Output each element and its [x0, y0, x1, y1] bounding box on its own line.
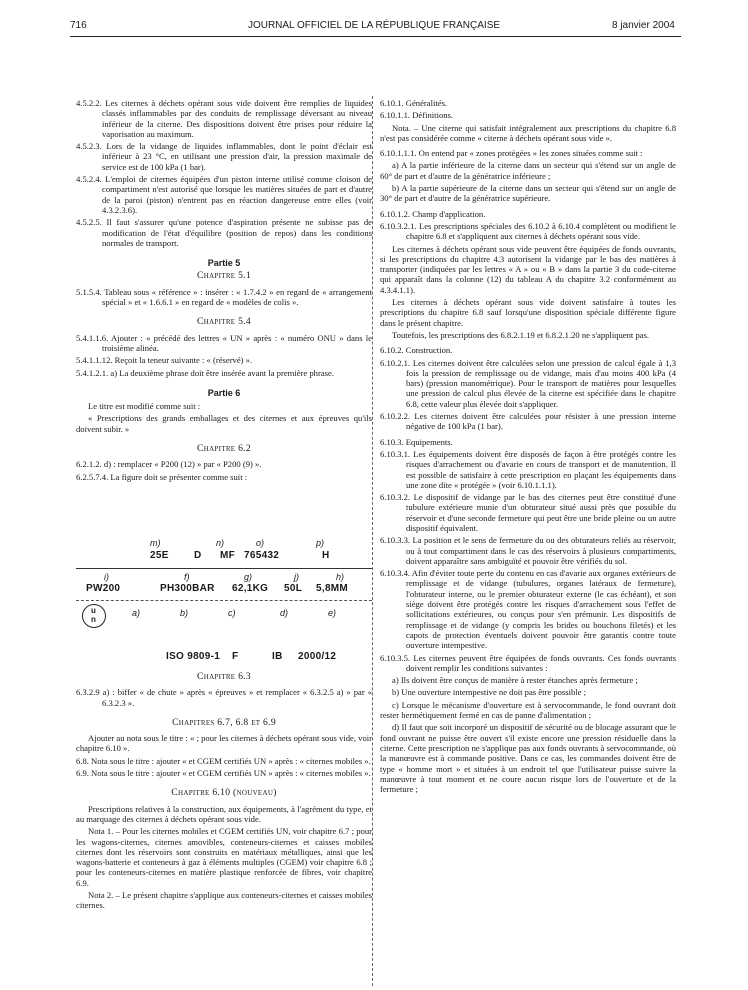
paragraph: 6.9. Nota sous le titre : ajouter « et CGEM certifiés UN » après : « citernes mobiles ». — [76, 768, 371, 779]
section-title: 6.10.1. Généralités. — [380, 98, 448, 108]
un-packaging-symbol — [82, 604, 106, 628]
figure-label: n) — [216, 538, 225, 548]
chapter-heading: Chapitre 5.1 — [197, 270, 251, 282]
paragraph: 6.10.3.5. Les citernes peuvent être équipées de fonds ouvrants. Ces fonds ouvrants doivent remplir les conditions suivantes : — [380, 652, 676, 673]
figure-label: o) — [256, 538, 265, 548]
paragraph: 6.8. Nota sous le titre : ajouter « et CGEM certifiés UN » après : « citernes mobiles ». — [76, 755, 371, 766]
figure-rule — [76, 568, 372, 569]
paragraph: Les citernes à déchets opérant sous vide peuvent être équipées de fonds ouvrants, si les prescriptions du chapitre 4.3 autorisent la vidange par le bas des matières à transporter (indiquées par les lettres « A » ou « B » dans la partie 3 du code-citerne qui apparaît dans la colonne (12) du tableau A du chapitre 3.2 conformément au 4.3.4.1.1). — [380, 243, 676, 295]
figure-value: 62,1KG — [232, 583, 269, 594]
figure-label: e) — [328, 608, 337, 618]
figure-value: PW200 — [86, 583, 121, 594]
paragraph: Prescriptions relatives à la construction, aux équipements, à l'agrément du type, et au marquage des citernes à déchets opérant sous vide. — [76, 803, 372, 824]
figure-label: b) — [180, 608, 189, 618]
paragraph: Les citernes à déchets opérant sous vide doivent satisfaire à toutes les prescriptions du chapitre 6.8 sauf lorsqu'une disposition spéciale différente figure dans le présent chapitre. — [380, 297, 676, 328]
paragraph: Ajouter au nota sous le titre : « ; pour les citernes à déchets opérant sous vide, voir chapitre 6.10 ». — [76, 733, 372, 754]
right-column — [380, 98, 676, 796]
chapter-heading: Chapitres 6.7, 6.8 et 6.9 — [172, 716, 276, 728]
figure-label: i) — [104, 572, 109, 582]
paragraph: Toutefois, les prescriptions des 6.8.2.1.19 et 6.8.2.1.20 ne s'appliquent pas. — [392, 329, 650, 340]
paragraph: 6.10.3.1. Les équipements doivent être disposés de façon à être protégés contre les risques d'arrachement ou d'avarie en cours de transport et de manutention. Il est possible de satisfaire à cette prescription en plaçant les équipements dans une zone dite « protégée » (voir 6.10.1.1.1). — [380, 448, 676, 490]
figure-value: D — [194, 550, 202, 561]
figure-value: IB — [272, 651, 283, 662]
figure-label: d) — [280, 608, 289, 618]
section-title: 6.10.1.2. Champ d'application. — [380, 208, 486, 219]
figure-rule — [76, 600, 372, 601]
section-title: 6.10.3. Equipements. — [380, 436, 453, 447]
chapter-heading: Chapitre 5.4 — [197, 316, 251, 328]
chapter-heading: Chapitre 6.3 — [197, 671, 251, 682]
section-title: 6.10.2. Construction. — [380, 345, 453, 356]
paragraph: 6.3.2.9 a) : biffer « de chute » après « épreuves » et remplacer « 6.3.2.5 a) » par « 6.3.2.3 ». — [76, 687, 372, 708]
column-separator — [372, 96, 373, 986]
paragraph: « Prescriptions des grands emballages et des citernes et aux épreuves qu'ils doivent subir. » — [76, 413, 372, 434]
page-number: 716 — [70, 20, 87, 31]
paragraph: c) Lorsque le mécanisme d'ouverture est à servocommande, le fond ouvrant doit rester hermétiquement fermé en cas de panne d'alimentation ; — [380, 699, 676, 721]
note: Nota. – Une citerne qui satisfait intégralement aux prescriptions du chapitre 6.8 n'est pas considérée comme « citerne à déchets opérant sous vide ». — [380, 122, 676, 143]
figure-value: PH300BAR — [160, 583, 215, 594]
figure-value: 2000/12 — [298, 651, 337, 662]
paragraph: 6.10.3.3. La position et le sens de fermeture du ou des obturateurs reliés au réservoir, ou à tout compartiment dans le cas des réservoirs à plusieurs compartiments, doivent apparaître sans ambiguïté et pouvoir être vérifiés du sol. — [380, 535, 676, 566]
header-rule — [70, 36, 681, 37]
paragraph: b) A la partie supérieure de la citerne dans un secteur qui s'étend sur un angle de 30° de part et d'autre de la génératrice supérieure. — [380, 183, 676, 204]
paragraph: 5.1.5.4. Tableau sous « référence » : insérer : « 1.7.4.2 » en regard de « arrangement spécial » et « 1.6.6.1 » en regard de « modèles de colis ». — [76, 286, 372, 308]
chapter-heading: Chapitre 6.2 — [197, 443, 251, 455]
figure-label: j) — [294, 572, 299, 582]
paragraph: a) A la partie inférieure de la citerne dans un secteur qui s'étend sur un angle de 60° de part et d'autre de la génératrice inférieure ; — [380, 160, 676, 181]
chapter-heading: Chapitre 6.10 (nouveau) — [171, 787, 277, 799]
figure-value: F — [232, 651, 239, 662]
paragraph: 5.4.1.1.6. Ajouter : « précédé des lettres « UN » après : « numéro ONU » dans le troisième alinéa. — [76, 332, 372, 353]
section-title: 6.10.1.1. Définitions. — [380, 110, 454, 121]
paragraph: 4.5.2.4. L'emploi de citernes équipées d'un piston interne utilisé comme cloison de compartiment n'est autorisé que lorsque les matières situées de part et d'autre de la paroi (piston) n'entrent pas en réaction dangereuse entre elles (voir 4.3.2.3.6). — [76, 174, 372, 215]
paragraph: 6.10.2.1. Les citernes doivent être calculées selon une pression de calcul égale à 1,3 fois la pression de remplissage ou de vidange, mais d'au moins 400 kPa (4 bars) (pression manométrique). Pour le transport de matières pour lesquelles une pression de calcul plus élevée de la citerne est spécifiée dans le chapitre 6.8, cette valeur plus élevée doit s'appliquer. — [380, 357, 676, 409]
figure-label: c) — [228, 608, 236, 618]
part-heading: Partie 5 — [207, 258, 241, 269]
part-heading: Partie 6 — [207, 387, 241, 398]
paragraph: d) Il faut que soit incorporé un dispositif de sécurité ou de blocage assurant que le fond ouvrant ne puisse être ouvert s'il existe encore une pression résiduelle dans la citerne. Cette prescription ne s'applique pas aux fonds ouvrants à servocommande, où la manœuvre est à commande positive. Dans ce cas, les commandes doivent être de type « homme mort » et situées à un endroit tel que l'utilisateur puisse suivre la manœuvre à tout moment et ne coure aucun risque lors de l'ouverture et de la fermeture ; — [380, 722, 676, 795]
paragraph: b) Une ouverture intempestive ne doit pas être possible ; — [392, 687, 587, 698]
figure-value: MF — [220, 550, 236, 561]
paragraph: 6.10.1.1.1. On entend par « zones protégées » les zones situées comme suit : — [380, 148, 643, 159]
paragraph: 5.4.1.2.1. a) La deuxième phrase doit être insérée avant la première phrase. — [76, 367, 334, 378]
paragraph: 6.10.3.4. Afin d'éviter toute perte du contenu en cas d'avarie aux organes extérieurs de remplissage et de vidange (tubulures, organes latéraux de fermeture), l'obturateur interne, ou le premier obturateur externe (le cas échéant), et son siège doivent être protégés contre les risques d'arrachement sous l'effet de sollicitations extérieures, ou conçus pour s'en prémunir. Les dispositifs de remplissage et de vidange (y compris les brides ou bouchons filetés) et les capots de protection éventuels doivent pouvoir être garantis contre toute ouverture intempestive. — [380, 568, 676, 651]
paragraph: Nota 1. – Pour les citernes mobiles et CGEM certifiés UN, voir chapitre 6.7 ; pour les wagons-citernes, citernes amovibles, conteneurs-citernes et caisses mobiles citernes dont les réservoirs sont construits en matériaux métalliques, ainsi que les wagons-batterie et conteneurs à gaz à éléments multiples (CGEM) voir chapitre 6.8 ; pour les conteneurs-citernes en matière plastique renforcée de fibres, voir chapitre 6.9. — [76, 826, 372, 888]
paragraph: 5.4.1.1.12. Reçoit la teneur suivante : « (réservé) ». — [76, 355, 253, 366]
un-symbol-letter: n — [91, 615, 96, 624]
left-column-lower — [76, 670, 372, 913]
left-column — [76, 98, 372, 484]
paragraph: 6.2.5.7.4. La figure doit se présenter comme suit : — [76, 471, 248, 482]
paragraph: 6.10.3.2. Le dispositif de vidange par le bas des citernes peut être constitué d'une tubulure extérieure munie d'un obturateur situé aussi près que possible du réservoir et d'une seconde fermeture qui peut être une bride pleine ou un autre dispositif équivalent. — [380, 492, 676, 533]
figure-value: 50L — [284, 583, 303, 594]
paragraph: 4.5.2.2. Les citernes à déchets opérant sous vide doivent être remplies de liquides classés inflammables par des conduits de remplissage déversant au niveau inférieur de la citerne. Des dispositions doivent être prises pour réduire la vaporisation au maximum. — [76, 98, 372, 139]
figure-label: a) — [132, 608, 141, 618]
figure-value: 25E — [150, 550, 169, 561]
paragraph: Nota 2. – Le présent chapitre s'applique aux conteneurs-citernes et caisses mobiles citernes. — [76, 890, 372, 911]
un-symbol-letter: u — [91, 606, 96, 615]
paragraph: 6.10.2.2. Les citernes doivent être calculées pour résister à une pression interne négative de 100 kPa (1 bar). — [380, 411, 676, 432]
figure-label: m) — [150, 538, 161, 548]
paragraph: 6.10.3.2.1. Les prescriptions spéciales des 6.10.2 à 6.10.4 complètent ou modifient le chapitre 6.8 et s'appliquent aux citernes à déchets opérant sous vide. — [380, 220, 676, 242]
figure-label: p) — [316, 538, 325, 548]
paragraph: 4.5.2.5. Il faut s'assurer qu'une potence d'aspiration présente ne subisse pas de modification de l'état d'équilibre (position de repos) dans les conditions normales de transport. — [76, 217, 372, 248]
figure-value: H — [322, 550, 330, 561]
figure-value: ISO 9809-1 — [166, 651, 221, 662]
figure-label: h) — [336, 572, 345, 582]
paragraph: Le titre est modifié comme suit : — [88, 401, 201, 412]
figure-value: 765432 — [244, 550, 280, 561]
figure-label: g) — [244, 572, 253, 582]
figure-label: f) — [184, 572, 190, 582]
issue-date: 8 janvier 2004 — [612, 20, 675, 31]
paragraph: a) Ils doivent être conçus de manière à rester étanches après fermeture ; — [392, 675, 638, 686]
figure-value: 5,8MM — [316, 583, 349, 594]
paragraph: 6.2.1.2. d) : remplacer « P200 (12) » par « P200 (9) ». — [76, 459, 262, 470]
journal-title: JOURNAL OFFICIEL DE LA RÉPUBLIQUE FRANÇAISE — [247, 20, 501, 31]
paragraph: 4.5.2.3. Lors de la vidange de liquides inflammables, dont le point d'éclair est inférieur à 23 °C, en utilisant une pression d'air, la pression maximale de service est de 100 kPa (1 bar). — [76, 141, 372, 172]
